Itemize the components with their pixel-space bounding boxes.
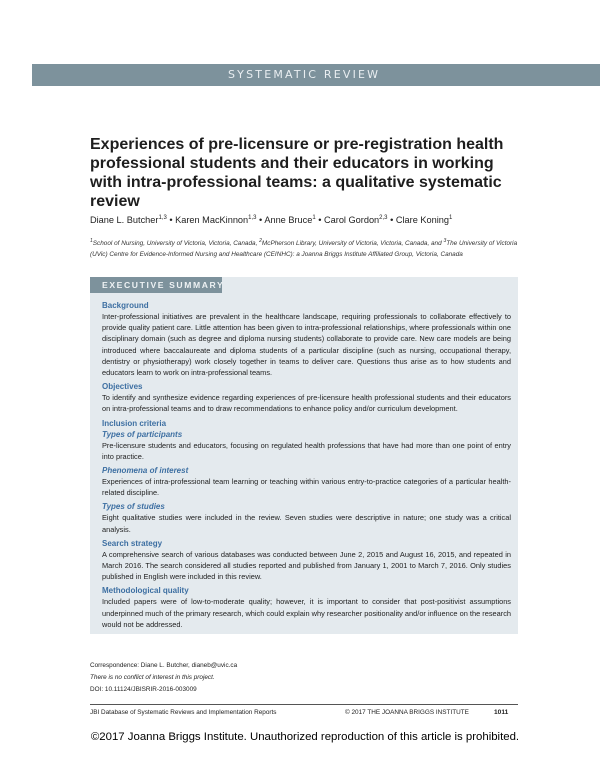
affil-marker: 1	[90, 238, 93, 244]
author-name: Karen MacKinnon	[175, 215, 249, 225]
text-search-strategy: A comprehensive search of various databases was conducted between June 2, 2015 and August 16, 2015, and repeated in March 2016. The search considered all studies reported and published from January 1, 2001 to March 7, 2016. Only studies published in English were included in this review.	[102, 549, 511, 582]
author-affil-sup: 1	[448, 215, 453, 221]
heading-inclusion-criteria: Inclusion criteria	[102, 418, 167, 428]
affiliations	[90, 236, 518, 260]
text-phenomena: Experiences of intra-professional team learning or teaching within various entry-to-practice categories of a particular health-related discipline.	[102, 477, 511, 498]
author-affil-sup: 1	[312, 215, 316, 221]
author-name: Anne Bruce	[264, 215, 313, 225]
affil-marker: 3	[443, 238, 447, 244]
subheading-participants: Types of participants	[102, 429, 183, 439]
author-affil-sup: 2,3	[379, 215, 388, 221]
heading-objectives: Objectives	[102, 382, 143, 392]
executive-summary-label: EXECUTIVE SUMMARY	[102, 280, 225, 290]
author-list	[90, 215, 530, 225]
conflict-note: There is no conflict of interest in this project.	[90, 674, 215, 681]
text-methodological-quality: Included papers were of low-to-moderate quality; however, it is important to consider that post-positivist assumptions underpinned much of the primary research, which could explain why researcher positionality and/or influence on the research would not be addressed.	[102, 597, 511, 629]
affil-marker: 2	[259, 238, 262, 244]
subheading-phenomena: Phenomena of interest	[102, 466, 189, 476]
section-banner-label: SYSTEMATIC REVIEW	[228, 68, 381, 81]
page-number: 1011	[494, 709, 509, 716]
author-separator: •	[387, 215, 396, 225]
correspondence-note: Correspondence: Diane L. Butcher, dianeb@uvic.ca	[90, 662, 238, 669]
heading-search-strategy: Search strategy	[102, 538, 163, 548]
text-background: Inter-professional initiatives are prevalent in the healthcare landscape, requiring professionals to collaborate effectively to provide quality patient care. Little attention has been given to intra-professional relationships, where professionals within one disciplinary domain (such as degree and diploma nursing students) collaborate to provide care. New care models are being introduced where baccalaureate and diploma students of a particular discipline (such as nursing, occupational therapy, dentistry or physiotherapy) work closely together in teams to deliver care. Questions thus arise as to how students and educators learn to work on intra-professional teams.	[102, 312, 511, 378]
author-separator: •	[315, 215, 325, 225]
author-affil-sup: 1,3	[158, 215, 167, 221]
heading-methodological-quality: Methodological quality	[102, 586, 189, 596]
author-name: Carol Gordon	[324, 215, 380, 225]
affil-text: School of Nursing, University of Victoria, Victoria, Canada,	[92, 240, 260, 247]
author-affil-sup: 1,3	[248, 215, 257, 221]
author-name: Clare Koning	[395, 215, 449, 225]
author-separator: •	[166, 215, 176, 225]
executive-summary-body	[102, 300, 511, 633]
footer-copyright: © 2017 THE JOANNA BRIGGS INSTITUTE	[345, 709, 469, 716]
author-name: Diane L. Butcher	[90, 215, 159, 225]
footer-divider	[90, 704, 518, 705]
subheading-studies: Types of studies	[102, 502, 165, 512]
copyright-notice: ©2017 Joanna Briggs Institute. Unauthorized reproduction of this article is prohibited.	[90, 731, 520, 743]
affil-text: The University of Victoria (UVic) Centre for Evidence-Informed Nursing and Healthcare (CEINHC): a Joanna Briggs Institute Affiliated Group, Victoria, Canada	[90, 240, 518, 258]
doi-note: DOI: 10.11124/JBISRIR-2016-003009	[90, 686, 197, 693]
journal-name: JBI Database of Systematic Reviews and Implementation Reports	[90, 709, 277, 716]
article-title: Experiences of pre-licensure or pre-registration health professional students and their educators in working with intra-professional teams: a qualitative systematic review	[90, 136, 504, 210]
footnotes	[90, 660, 520, 696]
author-separator: •	[256, 215, 265, 225]
heading-background: Background	[102, 301, 149, 310]
text-participants: Pre-licensure students and educators, focusing on regulated health professions that have had more than one point of entry into practice.	[102, 440, 511, 461]
text-studies: Eight qualitative studies were included in the review. Seven studies were descriptive in nature; one study was a critical analysis.	[102, 513, 511, 534]
affil-text: McPherson Library, University of Victoria, Victoria, Canada, and	[261, 240, 444, 247]
text-objectives: To identify and synthesize evidence regarding experiences of pre-licensure health professional students and their educators on intra-professional teams and to draw recommendations to enhance policy and/or curriculum development.	[102, 393, 511, 414]
